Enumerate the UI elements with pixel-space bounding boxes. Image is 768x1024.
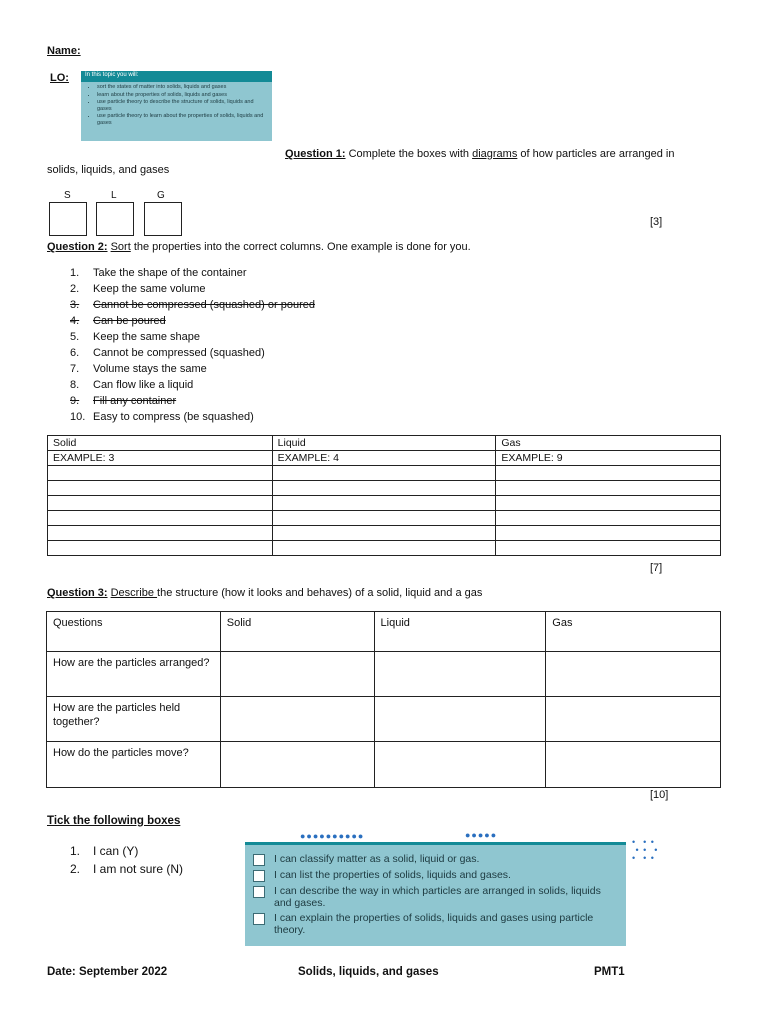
table-cell[interactable] [272, 526, 496, 541]
learning-objectives-box [81, 71, 272, 141]
table-cell[interactable] [272, 481, 496, 496]
solid-diagram-box[interactable] [49, 202, 87, 236]
question-3-label: Question 3: [47, 587, 108, 599]
header-solid: Solid [220, 612, 374, 652]
footer-title: Solids, liquids, and gases [298, 966, 439, 978]
table-cell[interactable] [272, 466, 496, 481]
header-solid: Solid [48, 436, 273, 451]
table-row [48, 481, 721, 496]
table-cell[interactable] [220, 652, 374, 697]
table-row [48, 496, 721, 511]
question-2-text: the properties into the correct columns. One example is done for you. [130, 241, 471, 253]
table-cell[interactable] [496, 481, 721, 496]
question-2-marks: [7] [650, 562, 663, 574]
list-item: 5. Keep the same shape [70, 331, 201, 343]
table-cell[interactable] [220, 742, 374, 788]
question-1-line2: solids, liquids, and gases [47, 164, 170, 176]
structure-table [46, 611, 721, 788]
header-liquid: Liquid [374, 612, 546, 652]
table-row [48, 541, 721, 556]
question-3-describe-word: Describe [110, 587, 158, 599]
self-assessment-box [245, 842, 626, 946]
list-item-struck: 4. Can be poured [70, 315, 166, 327]
lo-item: • use particle theory to describe the structure of solids, liquids and gases [97, 99, 266, 112]
list-item-struck: 3. Cannot be compressed (squashed) or poured [70, 299, 315, 311]
row-question: How do the particles move? [47, 742, 221, 788]
question-3-marks: [10] [650, 789, 669, 801]
question-3 [47, 587, 482, 599]
question-2-label: Question 2: [47, 241, 108, 253]
properties-list [70, 265, 315, 425]
gas-diagram-box[interactable] [144, 202, 182, 236]
table-cell[interactable] [374, 697, 546, 742]
question-2 [47, 241, 471, 253]
self-assessment-item: I can list the properties of solids, liquids and gases. [245, 869, 626, 882]
example-gas: EXAMPLE: 9 [496, 451, 721, 466]
self-assessment-item: I can describe the way in which particles are arranged in solids, liquids and gases. [245, 885, 626, 909]
self-assessment-item: I can explain the properties of solids, liquids and gases using particle theory. [245, 912, 626, 936]
list-item: 8. Can flow like a liquid [70, 379, 194, 391]
particles-gas-icon: • • • • • • • • • [632, 837, 659, 863]
question-1-text-a: Complete the boxes with [345, 148, 473, 160]
table-cell[interactable] [496, 526, 721, 541]
lo-item: • use particle theory to learn about the properties of solids, liquids and gases [97, 113, 266, 126]
table-cell[interactable] [272, 511, 496, 526]
list-item-struck: 9. Fill any container [70, 395, 177, 407]
table-cell[interactable] [546, 652, 721, 697]
list-item: 1. I can (Y) [70, 844, 139, 858]
question-1-underlined: diagrams [472, 148, 518, 160]
table-cell[interactable] [496, 466, 721, 481]
footer-code: PMT1 [594, 966, 625, 978]
table-cell[interactable] [374, 742, 546, 788]
checkbox[interactable] [253, 913, 265, 925]
question-2-sort-word: Sort [110, 241, 131, 253]
lo-label: LO: [50, 72, 69, 84]
question-1-label: Question 1: [285, 148, 346, 160]
table-row [48, 526, 721, 541]
tick-title: Tick the following boxes [47, 815, 181, 827]
liquid-box-label: L [111, 190, 117, 201]
table-row [47, 742, 721, 788]
list-item: 1. Take the shape of the container [70, 267, 247, 279]
list-item: 6. Cannot be compressed (squashed) [70, 347, 265, 359]
table-cell[interactable] [48, 466, 273, 481]
checkbox[interactable] [253, 854, 265, 866]
table-cell[interactable] [48, 511, 273, 526]
table-cell[interactable] [546, 742, 721, 788]
list-item: 2. Keep the same volume [70, 283, 206, 295]
table-row [48, 511, 721, 526]
gas-box-label: G [157, 190, 165, 201]
list-item: 10. Easy to compress (be squashed) [70, 411, 254, 423]
question-1 [285, 148, 675, 160]
table-cell[interactable] [48, 526, 273, 541]
table-row [48, 451, 721, 466]
liquid-diagram-box[interactable] [96, 202, 134, 236]
table-cell[interactable] [496, 541, 721, 556]
table-cell[interactable] [546, 697, 721, 742]
lo-item: • learn about the properties of solids, liquids and gases [97, 92, 266, 99]
header-gas: Gas [546, 612, 721, 652]
self-assessment-item: I can classify matter as a solid, liquid or gas. [245, 853, 626, 866]
name-label: Name: [47, 45, 81, 57]
question-1-marks: [3] [650, 216, 663, 228]
row-question: How are the particles held together? [47, 697, 221, 742]
table-cell[interactable] [48, 496, 273, 511]
sort-table [47, 435, 721, 556]
table-row [48, 466, 721, 481]
particles-liquid-icon: ●●●●● [465, 830, 498, 840]
table-cell[interactable] [496, 496, 721, 511]
header-questions: Questions [47, 612, 221, 652]
solid-box-label: S [64, 190, 71, 201]
footer-date: Date: September 2022 [47, 966, 168, 978]
list-item: 7. Volume stays the same [70, 363, 207, 375]
table-cell[interactable] [374, 652, 546, 697]
lo-box-title: In this topic you will: [81, 71, 272, 82]
tick-options [70, 842, 183, 878]
lo-list [81, 84, 272, 126]
table-row [47, 697, 721, 742]
checkbox[interactable] [253, 886, 265, 898]
example-solid: EXAMPLE: 3 [48, 451, 273, 466]
table-cell[interactable] [272, 496, 496, 511]
row-question: How are the particles arranged? [47, 652, 221, 697]
table-header-row [47, 612, 721, 652]
list-item: 2. I am not sure (N) [70, 862, 184, 876]
table-header-row [48, 436, 721, 451]
lo-item: • sort the states of matter into solids, liquids and gases [97, 84, 266, 91]
question-1-text-b: of how particles are arranged in [517, 148, 675, 160]
header-gas: Gas [496, 436, 721, 451]
table-cell[interactable] [496, 511, 721, 526]
table-cell[interactable] [272, 541, 496, 556]
table-cell[interactable] [48, 541, 273, 556]
table-row [47, 652, 721, 697]
example-liquid: EXAMPLE: 4 [272, 451, 496, 466]
header-liquid: Liquid [272, 436, 496, 451]
question-3-text: the structure (how it looks and behaves) of a solid, liquid and a gas [157, 587, 483, 599]
particles-solid-icon: ●●●●●●●●●● [300, 831, 365, 841]
table-cell[interactable] [48, 481, 273, 496]
table-cell[interactable] [220, 697, 374, 742]
checkbox[interactable] [253, 870, 265, 882]
